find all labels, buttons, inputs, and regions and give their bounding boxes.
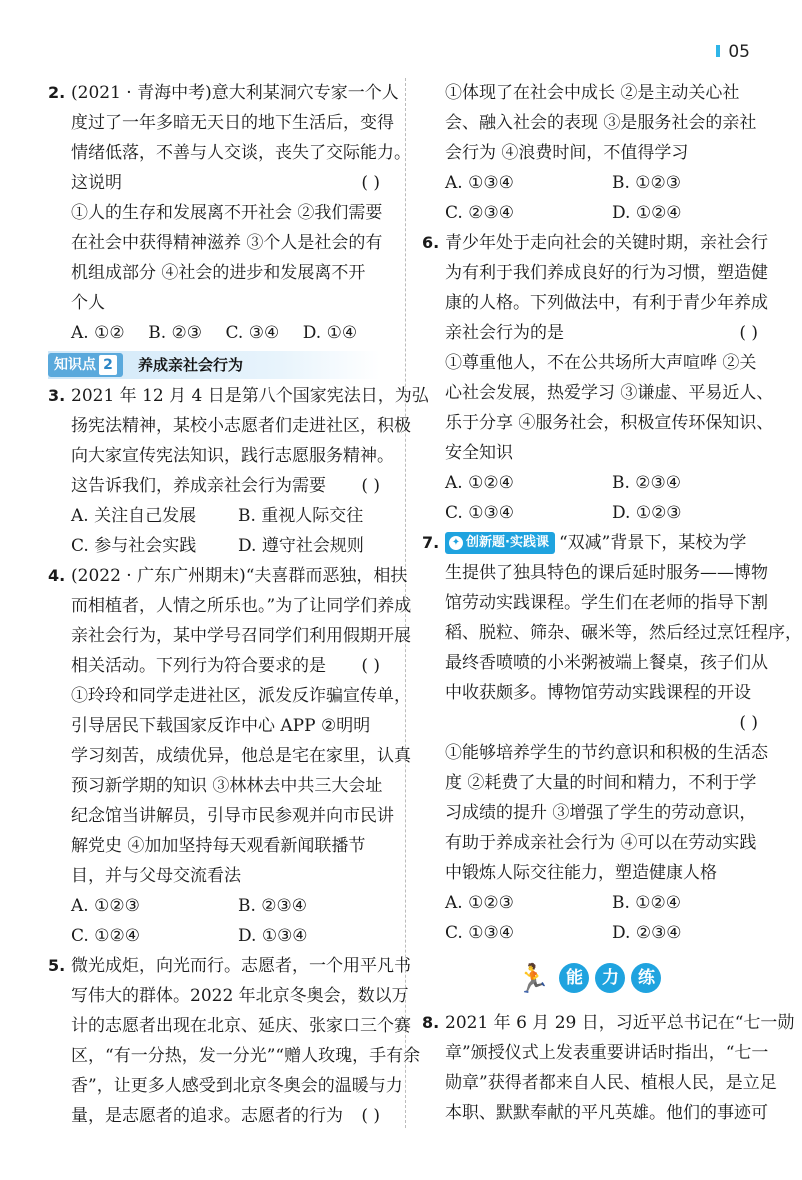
ability-char: 练 [631,963,661,993]
question-text: 亲社会行为，某中学号召同学们利用假期开展 [71,626,411,646]
answer-options [48,501,380,531]
statement-text: 心社会发展，热爱学习 ③谦虚、平易近人、 [445,383,774,403]
answer-options [422,168,758,198]
innovation-badge: ✦ 创新题·实践课 [445,532,555,554]
option-c: C. ①③④ [445,923,514,943]
option-d: D. 遵守社会规则 [238,536,364,556]
statement-text: 解党史 ④加加坚持每天观看新闻联播节 [71,836,366,856]
left-column [48,78,429,1131]
question-4 [48,561,412,951]
statement-text: 机组成部分 ④社会的进步和发展离不开 [71,263,366,283]
question-number: 8. [422,1013,440,1032]
statement-text: ①体现了在社会中成长 ②是主动关心社 [445,83,740,103]
runner-icon: 🏃 [515,961,551,995]
statement-text: 有助于养成亲社会行为 ④可以在劳动实践 [445,833,757,853]
ability-practice-header [422,948,758,1008]
question-number: 2. [48,83,66,102]
option-c: C. ①③④ [445,503,514,523]
question-text: 中收获颇多。博物馆劳动实践课程的开设 [445,683,751,703]
option-b: B. ②③ [148,323,203,343]
option-a: A. ①② [71,323,125,343]
question-text: 扬宪法精神，某校小志愿者们走进社区，积极 [71,416,411,436]
answer-bracket: ( ) [361,476,380,496]
ability-char: 能 [559,963,589,993]
question-text: 2021 年 12 月 4 日是第八个国家宪法日，为弘 [71,386,429,406]
statement-text: 乐于分享 ④服务社会，积极宣传环保知识、 [445,413,774,433]
statement-text: 会、融入社会的表现 ③是服务社会的亲社 [445,113,757,133]
question-number: 6. [422,233,440,252]
question-number: 4. [48,566,66,585]
option-c: C. ③④ [225,323,280,343]
page-number: 05 [716,42,750,62]
answer-options [422,888,758,918]
knowledge-point-number: 2 [99,355,117,375]
page-mark [716,45,720,57]
statement-text: 个人 [71,293,105,313]
question-6 [422,228,774,528]
statement-text: 会行为 ④浪费时间，不值得学习 [445,143,689,163]
statement-text: 引导居民下载国家反诈中心 APP ②明明 [71,716,371,736]
answer-bracket: ( ) [739,323,758,343]
lightbulb-icon: ✦ [449,536,463,550]
question-text: “双减”背景下，某校为学 [558,533,747,553]
answer-options [48,318,380,348]
question-text: 馆劳动实践课程。学生们在老师的指导下割 [445,593,768,613]
question-text: 勋章”获得者都来自人民、植根人民，是立足 [445,1073,777,1093]
option-a: A. ①②④ [445,473,514,493]
question-text: 量，是志愿者的追求。志愿者的行为 [71,1106,343,1126]
option-a: A. ①③④ [445,173,514,193]
question-text: 章”颁授仪式上发表重要讲话时指出，“七一 [445,1043,769,1063]
statement-text: 目，并与父母交流看法 [71,866,241,886]
option-b: B. ②③④ [238,896,308,916]
statement-text: ①能够培养学生的节约意识和积极的生活态 [445,743,768,763]
option-a: A. ①②③ [445,893,514,913]
statement-text: ①尊重他人，不在公共场所大声喧哗 ②关 [445,353,757,373]
question-7 [422,528,802,948]
option-d: D. ②③④ [612,923,682,943]
question-number: 7. [422,533,440,552]
question-text: 生提供了独具特色的课后延时服务——博物 [445,563,768,583]
statement-text: 度 ②耗费了大量的时间和精力，不利于学 [445,773,757,793]
question-text: 微光成炬，向光而行。志愿者，一个用平凡书 [71,956,411,976]
answer-options [422,468,758,498]
answer-options [48,531,380,561]
question-text: 本职、默默奉献的平凡英雄。他们的事迹可 [445,1103,768,1123]
statement-text: 中锻炼人际交往能力，塑造健康人格 [445,863,717,883]
option-c: C. ②③④ [445,203,514,223]
knowledge-point-title: 养成亲社会行为 [138,356,244,374]
question-text: 情绪低落，不善与人交谈，丧失了交际能力。 [71,143,411,163]
option-b: B. ①②③ [612,173,682,193]
option-b: B. ①②④ [612,893,682,913]
question-3 [48,381,429,561]
question-8 [422,1008,795,1128]
question-text: 向大家宣传宪法知识，践行志愿服务精神。 [71,446,394,466]
question-text: 相关活动。下列行为符合要求的是 [71,656,326,676]
question-text: 亲社会行为的是 [445,323,564,343]
question-text: 计的志愿者出现在北京、延庆、张家口三个赛 [71,1016,411,1036]
answer-options [422,918,758,948]
option-d: D. ①②④ [612,203,682,223]
question-text: (2022 · 广东广州期末)“夫喜群而恶独，相扶 [71,566,408,586]
statement-text: 学习刻苦，成绩优异，他总是宅在家里，认真 [71,746,411,766]
question-text: 最终香喷喷的小米粥被端上餐桌，孩子们从 [445,653,768,673]
answer-bracket: ( ) [361,656,380,676]
answer-options [422,498,758,528]
question-5 [48,951,421,1131]
question-text: 稻、脱粒、筛杂、碾米等，然后经过烹饪程序， [445,623,802,643]
question-text: 这说明 [71,173,122,193]
answer-bracket: ( ) [739,713,758,733]
option-a: A. ①②③ [71,896,140,916]
statement-text: ①人的生存和发展离不开社会 ②我们需要 [71,203,383,223]
question-text: 2021 年 6 月 29 日，习近平总书记在“七一勋 [445,1013,795,1033]
question-text: 区，“有一分热，发一分光”“赠人玫瑰，手有余 [71,1046,421,1066]
question-text: 而相植者，人情之所乐也。”为了让同学们养成 [71,596,412,616]
option-c: C. ①②④ [71,926,140,946]
question-text: 写伟大的群体。2022 年北京冬奥会，数以万 [71,986,409,1006]
answer-bracket: ( ) [361,173,380,193]
question-text: 度过了一年多暗无天日的地下生活后，变得 [71,113,394,133]
question-text: 青少年处于走向社会的关键时期，亲社会行 [445,233,768,253]
question-text: 这告诉我们，养成亲社会行为需要 [71,476,326,496]
question-5-continued [422,78,758,228]
right-column [422,78,802,1128]
knowledge-point-banner [48,351,380,379]
answer-bracket: ( ) [361,1106,380,1126]
option-d: D. ①③④ [238,926,308,946]
statement-text: ①玲玲和同学走进社区，派发反诈骗宣传单， [71,686,411,706]
question-number: 3. [48,386,66,405]
option-d: D. ①②③ [612,503,682,523]
question-text: 康的人格。下列做法中，有利于青少年养成 [445,293,768,313]
question-text: 为有利于我们养成良好的行为习惯，塑造健 [445,263,768,283]
question-number: 5. [48,956,66,975]
ability-char: 力 [595,963,625,993]
question-text: (2021 · 青海中考)意大利某洞穴专家一个人 [71,83,399,103]
option-b: B. ②③④ [612,473,682,493]
option-b: B. 重视人际交往 [238,506,364,526]
knowledge-point-tag: 知识点 2 [48,353,123,377]
statement-text: 预习新学期的知识 ③林林去中共三大会址 [71,776,383,796]
answer-options [48,891,380,921]
option-c: C. 参与社会实践 [71,536,197,556]
option-a: A. 关注自己发展 [71,506,197,526]
statement-text: 习成绩的提升 ③增强了学生的劳动意识， [445,803,757,823]
question-2 [48,78,411,348]
statement-text: 安全知识 [445,443,513,463]
statement-text: 在社会中获得精神滋养 ③个人是社会的有 [71,233,383,253]
answer-options [422,198,758,228]
option-d: D. ①④ [302,323,358,343]
statement-text: 纪念馆当讲解员，引导市民参观并向市民讲 [71,806,394,826]
question-text: 香”，让更多人感受到北京冬奥会的温暖与力 [71,1076,403,1096]
answer-options [48,921,380,951]
